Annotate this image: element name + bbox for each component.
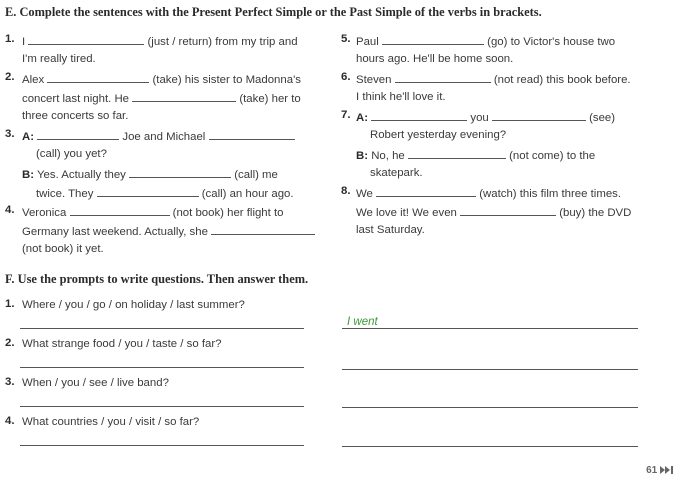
- item-number: 7.: [341, 109, 351, 121]
- answer-line[interactable]: [342, 369, 638, 370]
- answer-blank[interactable]: [376, 185, 476, 197]
- item-number: 5.: [341, 33, 351, 45]
- sentence-line: We love it! We even (buy) the DVD: [356, 204, 631, 220]
- answer-blank[interactable]: [209, 128, 295, 140]
- sentence-line: Robert yesterday evening?: [370, 129, 507, 141]
- answer-blank[interactable]: [132, 90, 236, 102]
- sentence-line: A: you (see): [356, 109, 615, 125]
- item-number: 2.: [5, 71, 15, 83]
- item-number: 8.: [341, 185, 351, 197]
- sentence-line: Steven (not read) this book before.: [356, 71, 631, 87]
- speaker-label: B:: [22, 169, 35, 181]
- sentence-line: three concerts so far.: [22, 110, 129, 122]
- page-number: 61: [646, 465, 674, 476]
- answer-blank[interactable]: [211, 223, 315, 235]
- answer-blank[interactable]: [382, 33, 484, 45]
- sentence-line: skatepark.: [370, 167, 423, 179]
- sentence-line: Paul (go) to Victor's house two: [356, 33, 615, 49]
- speaker-label: B:: [356, 150, 369, 162]
- section-f-title: F. Use the prompts to write questions. Then answer them.: [5, 272, 309, 286]
- sentence-line: hours ago. He'll be home soon.: [356, 53, 514, 65]
- sentence-line: concert last night. He (take) her to: [22, 90, 301, 106]
- question-answer-line[interactable]: [20, 328, 304, 329]
- sentence-line: (not book) it yet.: [22, 243, 104, 255]
- item-number: 1.: [5, 298, 15, 310]
- sentence-line: I think he'll love it.: [356, 91, 446, 103]
- answer-blank[interactable]: [129, 166, 231, 178]
- sentence-line: last Saturday.: [356, 224, 425, 236]
- question-answer-line[interactable]: [20, 367, 304, 368]
- answer-line[interactable]: [342, 328, 638, 329]
- question-prompt: Where / you / go / on holiday / last summer?: [22, 299, 245, 311]
- answer-blank[interactable]: [492, 109, 586, 121]
- answer-blank[interactable]: [70, 204, 170, 216]
- sentence-line: We (watch) this film three times.: [356, 185, 621, 201]
- question-answer-line[interactable]: [20, 406, 304, 407]
- answer-blank[interactable]: [28, 33, 144, 45]
- sentence-line: A: Joe and Michael: [22, 128, 295, 144]
- sentence-line: B: No, he (not come) to the: [356, 147, 595, 163]
- answer-blank[interactable]: [395, 71, 491, 83]
- item-number: 4.: [5, 204, 15, 216]
- answer-blank[interactable]: [97, 185, 199, 197]
- item-number: 3.: [5, 128, 15, 140]
- item-number: 2.: [5, 337, 15, 349]
- question-prompt: What countries / you / visit / so far?: [22, 416, 200, 428]
- answer-line[interactable]: [342, 407, 638, 408]
- answer-blank[interactable]: [37, 128, 119, 140]
- answer-line[interactable]: [342, 446, 638, 447]
- question-prompt: When / you / see / live band?: [22, 377, 169, 389]
- question-answer-line[interactable]: [20, 445, 304, 446]
- answer-blank[interactable]: [371, 109, 467, 121]
- item-number: 4.: [5, 415, 15, 427]
- sentence-line: Germany last weekend. Actually, she: [22, 223, 315, 239]
- sentence-line: (call) you yet?: [36, 148, 107, 160]
- sentence-line: I'm really tired.: [22, 53, 96, 65]
- handwritten-answer: I went: [347, 316, 378, 328]
- answer-blank[interactable]: [408, 147, 506, 159]
- item-number: 6.: [341, 71, 351, 83]
- sentence-line: B: Yes. Actually they (call) me: [22, 166, 278, 182]
- sentence-line: twice. They (call) an hour ago.: [36, 185, 294, 201]
- sentence-line: Alex (take) his sister to Madonna's: [22, 71, 301, 87]
- next-page-arrows-icon: [660, 466, 674, 474]
- sentence-line: Veronica (not book) her flight to: [22, 204, 283, 220]
- sentence-line: I (just / return) from my trip and: [22, 33, 298, 49]
- item-number: 3.: [5, 376, 15, 388]
- question-prompt: What strange food / you / taste / so far?: [22, 338, 222, 350]
- answer-blank[interactable]: [47, 71, 149, 83]
- speaker-label: A:: [22, 131, 35, 143]
- item-number: 1.: [5, 33, 15, 45]
- section-e-title: E. Complete the sentences with the Present Perfect Simple or the Past Simple of the verbs in brackets.: [5, 5, 542, 19]
- answer-blank[interactable]: [460, 204, 556, 216]
- speaker-label: A:: [356, 112, 369, 124]
